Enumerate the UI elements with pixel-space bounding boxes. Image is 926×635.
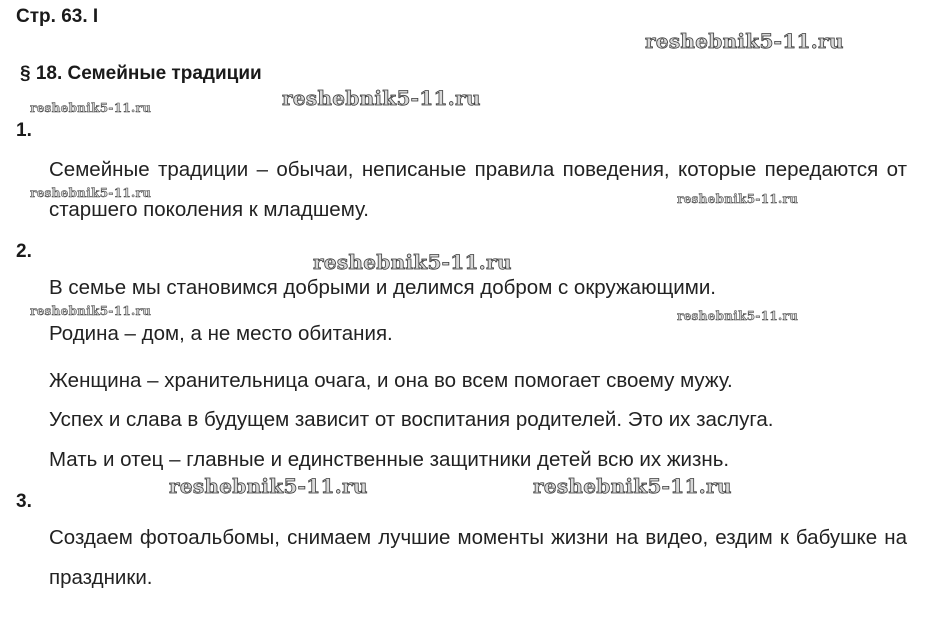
task-number-2: 2. (16, 241, 32, 262)
watermark: reshebnik5-11.ru (313, 250, 512, 274)
watermark: reshebnik5-11.ru (30, 304, 152, 318)
task-number-3: 3. (16, 491, 32, 512)
watermark: reshebnik5-11.ru (677, 309, 799, 323)
task-2-paragraph-1: В семье мы становимся добрыми и делимся добром с окружающими. (49, 276, 717, 299)
task-2-paragraph-2: Родина – дом, а не место обитания. (49, 322, 393, 345)
watermark: reshebnik5-11.ru (533, 474, 732, 498)
watermark: reshebnik5-11.ru (30, 186, 152, 200)
section-title: § 18. Семейные традиции (20, 63, 262, 84)
watermark: reshebnik5-11.ru (282, 86, 481, 110)
page-label: Стр. 63. I (16, 6, 99, 27)
task-2-paragraph-4: Успех и слава в будущем зависит от воспитания родителей. Это их заслуга. (49, 408, 774, 431)
task-2-paragraph-3: Женщина – хранительница очага, и она во всем помогает своему мужу. (49, 369, 733, 392)
watermark: reshebnik5-11.ru (30, 101, 152, 115)
task-2-paragraph-5: Мать и отец – главные и единственные защитники детей всю их жизнь. (49, 448, 730, 471)
watermark: reshebnik5-11.ru (169, 474, 368, 498)
watermark: reshebnik5-11.ru (677, 192, 799, 206)
watermark: reshebnik5-11.ru (645, 29, 844, 53)
task-3-paragraph: Создаем фотоальбомы, снимаем лучшие моменты жизни на видео, ездим к бабушке на праздники. (49, 526, 907, 589)
task-1-paragraph: Семейные традиции – обычаи, неписаные правила поведения, которые передаются от старшего поколения к младшему. (49, 158, 907, 221)
task-number-1: 1. (16, 120, 32, 141)
